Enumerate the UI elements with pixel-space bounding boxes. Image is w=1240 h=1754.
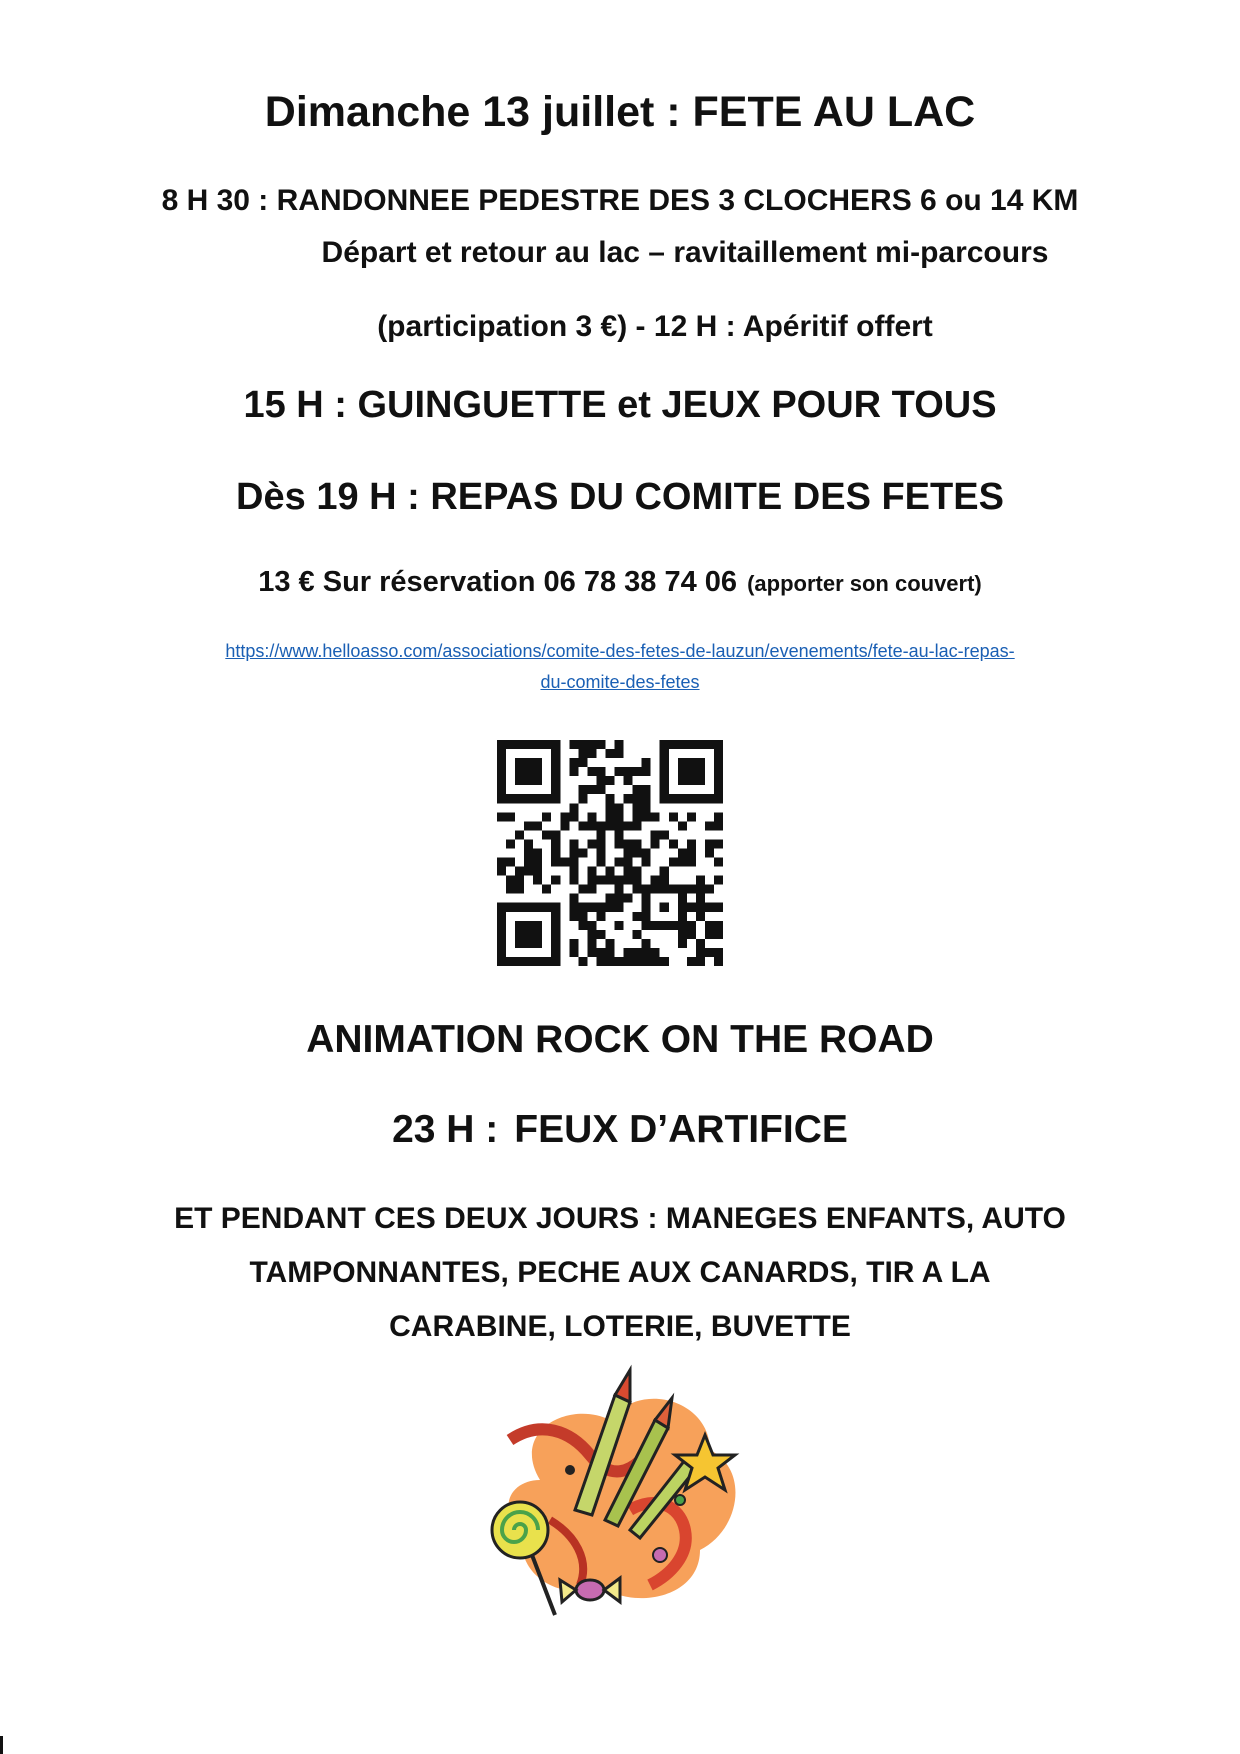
qr-code-icon [497,740,723,966]
helloasso-link-line-2[interactable]: du-comite-des-fetes [540,672,700,692]
helloasso-link[interactable] [0,636,1240,698]
randonnee-line-1: 8 H 30 : RANDONNEE PEDESTRE DES 3 CLOCHERS 6 ou 14 KM [161,184,1079,217]
animation-heading: ANIMATION ROCK ON THE ROAD [306,1018,934,1061]
reservation-note: (apporter son couvert) [747,571,982,596]
feux-heading [0,1108,1240,1152]
deux-jours-line-3: CARABINE, LOTERIE, BUVETTE [389,1310,851,1343]
repas-heading: Dès 19 H : REPAS DU COMITE DES FETES [236,476,1004,518]
scan-edge-mark [0,1736,3,1754]
randonnee-line-2 [0,236,1240,270]
page-title: Dimanche 13 juillet : FETE AU LAC [264,88,976,136]
reservation-main: 13 € Sur réservation 06 78 38 74 06 [258,566,738,598]
deux-jours-line-2: TAMPONNANTES, PECHE AUX CANARDS, TIR A LA [249,1256,991,1289]
deux-jours-block [0,1192,1240,1354]
guinguette-heading: 15 H : GUINGUETTE et JEUX POUR TOUS [243,384,997,426]
feux-time: 23 H : [392,1108,499,1151]
fireworks-candy-clipart-icon [480,1360,760,1630]
randonnee-line-2-text: Départ et retour au lac – ravitaillement mi-parcours [321,236,1049,269]
deux-jours-line-1: ET PENDANT CES DEUX JOURS : MANEGES ENFANTS, AUTO [174,1202,1066,1235]
feux-label: FEUX D’ARTIFICE [514,1108,848,1151]
helloasso-link-line-1[interactable]: https://www.helloasso.com/associations/comite-des-fetes-de-lauzun/evenements/fete-au-lac-repas- [225,641,1015,661]
randonnee-line-3-text: (participation 3 €) - 12 H : Apéritif offert [377,310,933,343]
randonnee-line-3 [0,310,1240,344]
reservation-line [0,566,1240,599]
